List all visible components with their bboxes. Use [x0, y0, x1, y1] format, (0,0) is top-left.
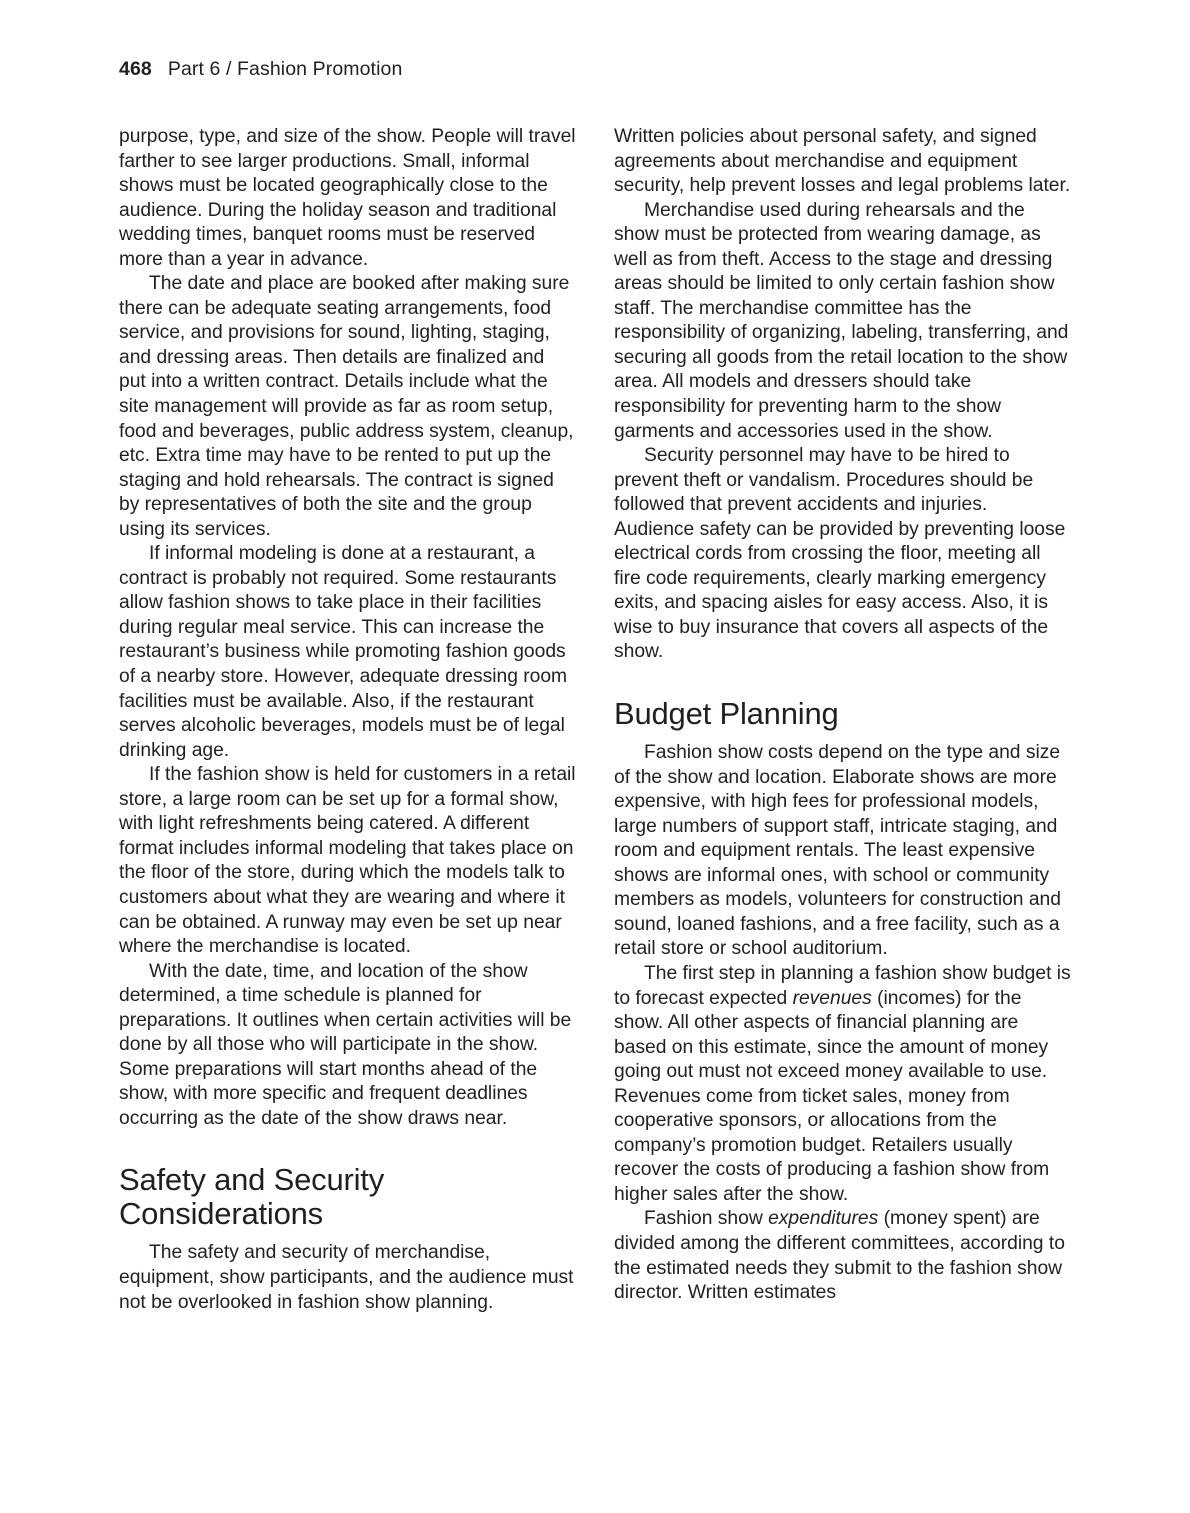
paragraph: The date and place are booked after making sure there can be adequate seating arrangements, food service, and provisions for sound, lighting, staging, and dressing areas. Then details are finalized and put into a written contract. Details include what the site management will provide as far as room setup, food and beverages, public address system, cleanup, etc. Extra time may have to be rented to put up the staging and hold rehearsals. The contract is signed by representatives of both the site and the group using its services.: [119, 273, 574, 540]
heading-spacer: [119, 1131, 576, 1163]
paragraph: If the fashion show is held for customers in a retail store, a large room can be set up for a formal show, with light refreshments being catered. A different format includes informal modeling that takes place on the floor of the store, during which the models talk to customers about what they are wearing and where it can be obtained. A runway may even be set up near where the merchandise is located.: [119, 764, 576, 958]
paragraph-text-after-term: (money spent) are divided among the different committees, according to the estimated needs they submit to the fashion show director. Written estimates: [614, 1208, 1065, 1304]
left-column: [119, 125, 576, 1405]
paragraph-text-before-term: The first step in planning a fashion show budget is to forecast expected: [614, 962, 1071, 1009]
right-column: [614, 125, 1071, 1405]
running-head: [119, 58, 402, 81]
paragraph-revenues: [614, 962, 1071, 1207]
heading-spacer: [119, 1231, 576, 1241]
paragraph: Merchandise used during rehearsals and the show must be protected from wearing damage, as well as from theft. Access to the stage and dressing areas should be limited to only certain fashion show staff. The merchandise committee has the responsibility of organizing, labeling, transferring, and securing all goods from the retail location to the show area. All models and dressers should take responsibility for preventing harm to the show garments and accessories used in the show.: [614, 199, 1069, 442]
paragraph-text-before-term: Fashion show: [644, 1208, 769, 1230]
paragraph: The safety and security of merchandise, equipment, show participants, and the audience must not be overlooked in fashion show planning.: [119, 1242, 574, 1313]
paragraph-expenditures: [614, 1207, 1071, 1305]
paragraph: With the date, time, and location of the show determined, a time schedule is planned for preparations. It outlines when certain activities will be done by all those who will participate in the show. Some preparations will start months ahead of the show, with more specific and frequent deadlines occurring as the date of the show draws near.: [119, 960, 572, 1129]
key-term-expenditures: expenditures: [768, 1208, 879, 1230]
key-term-revenues: revenues: [792, 987, 872, 1009]
paragraph: purpose, type, and size of the show. People will travel farther to see larger productions. Small, informal shows must be located geographically close to the audience. During the holiday season and traditional wedding times, banquet rooms must be reserved more than a year in advance.: [119, 126, 576, 270]
paragraph-text-after-term: (incomes) for the show. All other aspects of financial planning are based on this estimate, since the amount of money going out must not exceed money available to use. Revenues come from ticket sales, money from cooperative sponsors, or allocations from the company’s promotion budget. Retailers usually recover the costs of producing a fashion show from higher sales after the show.: [614, 987, 1050, 1205]
paragraph: Fashion show costs depend on the type and size of the show and location. Elaborate shows are more expensive, with high fees for professional models, large numbers of support staff, intricate staging, and room and equipment rentals. The least expensive shows are informal ones, with school or community members as models, volunteers for construction and sound, loaned fashions, and a free facility, such as a retail store or school auditorium.: [614, 742, 1061, 960]
running-head-title: Part 6 / Fashion Promotion: [167, 58, 403, 80]
heading-spacer: [614, 665, 1071, 697]
section-heading-budget-planning: Budget Planning: [614, 696, 839, 732]
heading-spacer: [614, 731, 1071, 741]
body-columns: [119, 125, 1071, 1405]
paragraph: Security personnel may have to be hired to prevent theft or vandalism. Procedures should be followed that prevent accidents and injuries. Audience safety can be provided by preventing loose electrical cords from crossing the floor, meeting all fire code requirements, clearly marking emergency exits, and spacing aisles for easy access. Also, it is wise to buy insurance that covers all aspects of the show.: [614, 445, 1066, 663]
paragraph: If informal modeling is done at a restaurant, a contract is probably not required. Some restaurants allow fashion shows to take place in their facilities during regular meal service. This can increase the restaurant’s business while promoting fashion goods of a nearby store. However, adequate dressing room facilities must be available. Also, if the restaurant serves alcoholic beverages, models must be of legal drinking age.: [119, 543, 568, 761]
section-heading-safety-and-security: Safety and Security Considerations: [119, 1162, 385, 1232]
paragraph: Written policies about personal safety, and signed agreements about merchandise and equipment security, help prevent losses and legal problems later.: [614, 126, 1071, 197]
page-number: 468: [119, 58, 152, 80]
